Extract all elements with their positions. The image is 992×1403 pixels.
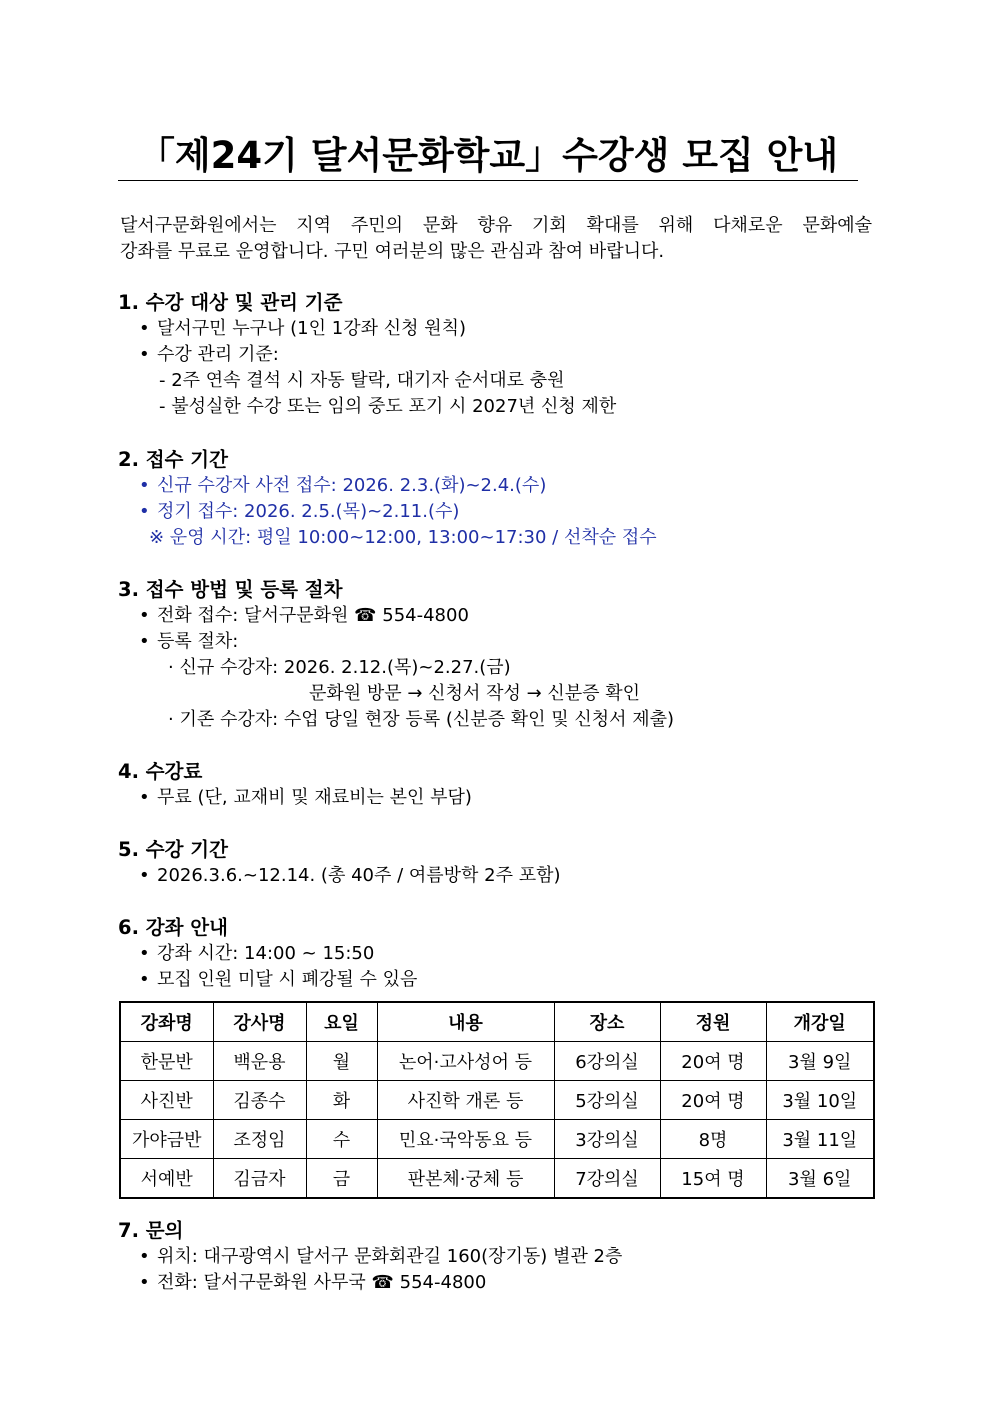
bullet-item: • 2026.3.6.~12.14. (총 40주 / 여름방학 2주 포함) <box>118 863 878 889</box>
column-header: 장소 <box>554 1002 660 1042</box>
section-duration <box>118 837 878 889</box>
bullet-item: • 강좌 시간: 14:00 ~ 15:50 <box>118 941 878 967</box>
table-row <box>120 1042 874 1081</box>
table-cell: 김금자 <box>213 1159 306 1199</box>
section-contact <box>118 1218 878 1296</box>
table-cell: 3월 11일 <box>766 1120 874 1159</box>
bullet-item: • 무료 (단, 교재비 및 재료비는 본인 부담) <box>118 785 878 811</box>
bullet-item: • 등록 절차: <box>118 629 878 655</box>
table-cell: 8명 <box>660 1120 766 1159</box>
table-cell: 서예반 <box>120 1159 213 1199</box>
table-row <box>120 1159 874 1199</box>
table-cell: 사진반 <box>120 1081 213 1120</box>
table-cell: 20여 명 <box>660 1081 766 1120</box>
section-method <box>118 577 878 733</box>
table-cell: 15여 명 <box>660 1159 766 1199</box>
bullet-item: • 전화 접수: 달서구문화원 ☎ 554-4800 <box>118 603 878 629</box>
table-cell: 5강의실 <box>554 1081 660 1120</box>
bullet-item: • 전화: 달서구문화원 사무국 ☎ 554-4800 <box>118 1270 878 1296</box>
table-row <box>120 1120 874 1159</box>
section-heading: 5. 수강 기간 <box>118 838 228 861</box>
intro-line-1: 달서구문화원에서는 지역 주민의 문화 향유 기회 확대를 위해 다채로운 문화예술 <box>120 215 872 236</box>
table-cell: 민요·국악동요 등 <box>377 1120 554 1159</box>
column-header: 정원 <box>660 1002 766 1042</box>
section-eligibility <box>118 290 878 420</box>
intro-paragraph <box>120 213 872 265</box>
table-cell: 논어·고사성어 등 <box>377 1042 554 1081</box>
table-cell: 3월 9일 <box>766 1042 874 1081</box>
section-courses <box>118 915 878 993</box>
table-header-row <box>120 1002 874 1042</box>
table-cell: 김종수 <box>213 1081 306 1120</box>
section-heading: 2. 접수 기간 <box>118 448 228 471</box>
table-cell: 6강의실 <box>554 1042 660 1081</box>
title-underline <box>118 180 858 181</box>
table-cell: 판본체·궁체 등 <box>377 1159 554 1199</box>
column-header: 강좌명 <box>120 1002 213 1042</box>
section-heading: 3. 접수 방법 및 등록 절차 <box>118 578 343 601</box>
procedure-item: · 신규 수강자: 2026. 2.12.(목)~2.27.(금) <box>168 657 511 678</box>
table-cell: 금 <box>306 1159 377 1199</box>
column-header: 요일 <box>306 1002 377 1042</box>
procedure-item: · 기존 수강자: 수업 당일 현장 등록 (신분증 확인 및 신청서 제출) <box>168 709 675 730</box>
sub-item: - 불성실한 수강 또는 임의 중도 포기 시 2027년 신청 제한 <box>159 396 617 417</box>
column-header: 개강일 <box>766 1002 874 1042</box>
bullet-item: • 모집 인원 미달 시 폐강될 수 있음 <box>118 967 878 993</box>
bullet-item: • 달서구민 누구나 (1인 1강좌 신청 원칙) <box>118 316 878 342</box>
procedure-item: 문화원 방문 → 신청서 작성 → 신분증 확인 <box>309 683 641 704</box>
section-heading: 7. 문의 <box>118 1219 184 1242</box>
table-cell: 화 <box>306 1081 377 1120</box>
table-cell: 수 <box>306 1120 377 1159</box>
table-cell: 3강의실 <box>554 1120 660 1159</box>
table-cell: 조정임 <box>213 1120 306 1159</box>
table-cell: 3월 6일 <box>766 1159 874 1199</box>
section-heading: 1. 수강 대상 및 관리 기준 <box>118 291 343 314</box>
table-cell: 3월 10일 <box>766 1081 874 1120</box>
table-cell: 월 <box>306 1042 377 1081</box>
column-header: 강사명 <box>213 1002 306 1042</box>
section-period <box>118 447 878 551</box>
document-title: 「제24기 달서문화학교」수강생 모집 안내 <box>137 134 839 177</box>
bullet-item: • 위치: 대구광역시 달서구 문화회관길 160(장기동) 별관 2층 <box>118 1244 878 1270</box>
table-cell: 20여 명 <box>660 1042 766 1081</box>
bullet-item: • 수강 관리 기준: <box>118 342 878 368</box>
bullet-item: • 정기 접수: 2026. 2.5.(목)~2.11.(수) <box>118 499 878 525</box>
note-item: ※ 운영 시간: 평일 10:00~12:00, 13:00~17:30 / 선착순 접수 <box>149 527 657 548</box>
section-heading: 4. 수강료 <box>118 760 203 783</box>
table-cell: 백운용 <box>213 1042 306 1081</box>
table-row <box>120 1081 874 1120</box>
column-header: 내용 <box>377 1002 554 1042</box>
section-heading: 6. 강좌 안내 <box>118 916 228 939</box>
table-cell: 한문반 <box>120 1042 213 1081</box>
table-cell: 가야금반 <box>120 1120 213 1159</box>
table-cell: 7강의실 <box>554 1159 660 1199</box>
sub-item: - 2주 연속 결석 시 자동 탈락, 대기자 순서대로 충원 <box>159 370 565 391</box>
section-fee <box>118 759 878 811</box>
course-table <box>119 1001 875 1199</box>
bullet-item: • 신규 수강자 사전 접수: 2026. 2.3.(화)~2.4.(수) <box>118 473 878 499</box>
table-cell: 사진학 개론 등 <box>377 1081 554 1120</box>
intro-line-2: 강좌를 무료로 운영합니다. 구민 여러분의 많은 관심과 참여 바랍니다. <box>120 241 665 262</box>
